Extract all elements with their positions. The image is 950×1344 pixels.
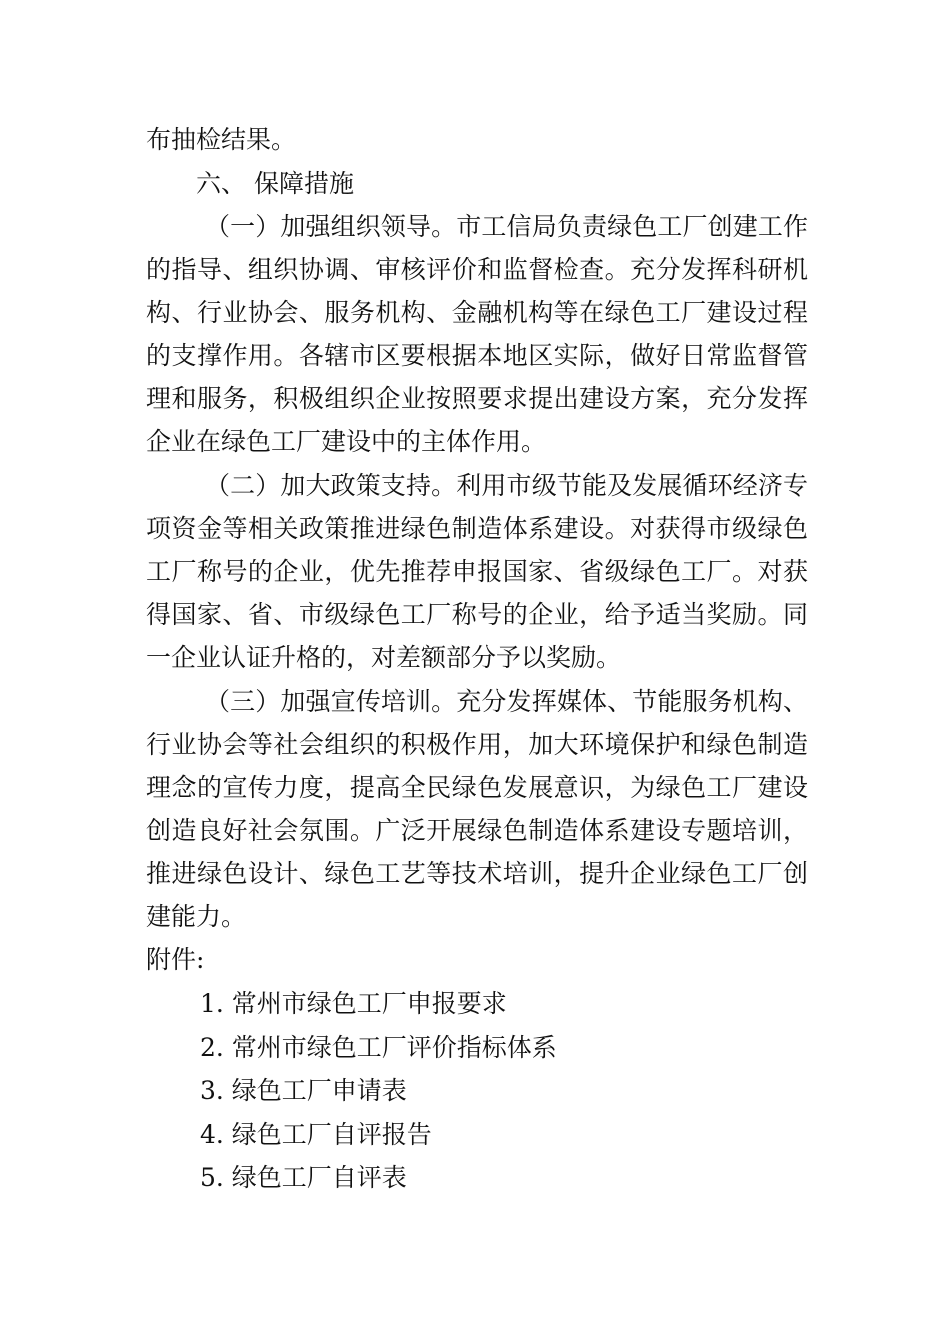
attachment-item-5: 5. 绿色工厂自评表 [200,1163,407,1192]
paragraph-1-line-6: 企业在绿色工厂建设中的主体作用。 [146,427,547,456]
paragraph-2-line-4: 得国家、省、市级绿色工厂称号的企业，给予适当奖励。同 [146,600,808,629]
paragraph-3-line-3: 理念的宣传力度，提高全民绿色发展意识，为绿色工厂建设 [146,773,808,802]
paragraph-3-line-2: 行业协会等社会组织的积极作用，加大环境保护和绿色制造 [146,730,808,759]
paragraph-2-line-5: 一企业认证升格的，对差额部分予以奖励。 [146,643,622,672]
attachment-item-4: 4. 绿色工厂自评报告 [200,1120,432,1149]
paragraph-2-line-1: （二）加大政策支持。利用市级节能及发展循环经济专 [205,471,808,500]
attachments-label: 附件: [146,945,205,974]
paragraph-3-line-4: 创造良好社会氛围。广泛开展绿色制造体系建设专题培训， [146,816,808,845]
section-heading: 六、 保障措施 [196,169,354,198]
paragraph-2-line-2: 项资金等相关政策推进绿色制造体系建设。对获得市级绿色 [146,514,808,543]
paragraph-1-line-5: 理和服务，积极组织企业按照要求提出建设方案，充分发挥 [146,384,808,413]
attachment-item-2: 2. 常州市绿色工厂评价指标体系 [200,1033,557,1062]
paragraph-1-line-2: 的指导、组织协调、审核评价和监督检查。充分发挥科研机 [146,255,808,284]
paragraph-3-line-1: （三）加强宣传培训。充分发挥媒体、节能服务机构、 [205,687,808,716]
paragraph-2-line-3: 工厂称号的企业，优先推荐申报国家、省级绿色工厂。对获 [146,557,808,586]
paragraph-3-line-6: 建能力。 [146,902,247,931]
attachment-item-3: 3. 绿色工厂申请表 [200,1076,407,1105]
paragraph-1-line-4: 的支撑作用。各辖市区要根据本地区实际，做好日常监督管 [146,341,808,370]
paragraph-1-line-3: 构、行业协会、服务机构、金融机构等在绿色工厂建设过程 [146,298,808,327]
attachment-item-1: 1. 常州市绿色工厂申报要求 [200,989,507,1018]
continuation-line: 布抽检结果。 [146,125,297,154]
paragraph-3-line-5: 推进绿色设计、绿色工艺等技术培训，提升企业绿色工厂创 [146,859,808,888]
paragraph-1-line-1: （一）加强组织领导。市工信局负责绿色工厂创建工作 [205,212,808,241]
